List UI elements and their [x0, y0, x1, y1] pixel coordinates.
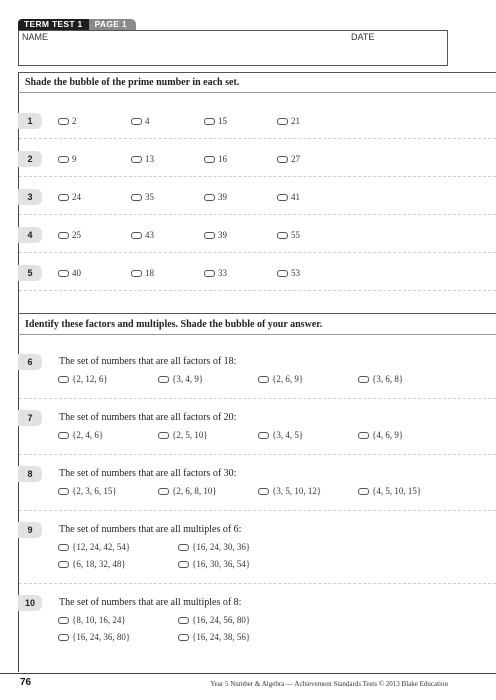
question-number-9: 9 — [18, 522, 42, 538]
answer-bubble[interactable] — [58, 488, 69, 495]
page-tab: PAGE 1 — [89, 19, 136, 30]
answer-option-q5-1[interactable] — [58, 267, 81, 279]
answer-bubble[interactable] — [178, 544, 189, 551]
answer-option-label: {4, 6, 9} — [372, 430, 404, 440]
answer-bubble[interactable] — [178, 634, 189, 641]
answer-option-q5-4[interactable] — [277, 267, 300, 279]
answer-bubble[interactable] — [58, 232, 69, 239]
answer-option-label: {3, 5, 10, 12} — [272, 486, 322, 496]
answer-option-label: {2, 3, 6, 15} — [72, 486, 117, 496]
question-number-2: 2 — [18, 151, 42, 167]
question-separator — [19, 176, 496, 177]
question-number-6: 6 — [18, 354, 42, 370]
answer-option-q3-4[interactable] — [277, 191, 300, 203]
answer-bubble[interactable] — [204, 194, 215, 201]
answer-option-label: {3, 6, 8} — [372, 374, 404, 384]
answer-option-q8-1[interactable] — [58, 485, 117, 497]
answer-option-q6-3[interactable] — [258, 373, 303, 385]
question-separator — [19, 252, 496, 253]
answer-bubble[interactable] — [277, 270, 288, 277]
answer-bubble[interactable] — [131, 118, 142, 125]
answer-option-label: {12, 24, 42, 54} — [72, 542, 131, 552]
header-tabs — [18, 19, 136, 30]
answer-option-q8-4[interactable] — [358, 485, 421, 497]
answer-option-label: {2, 5, 10} — [172, 430, 208, 440]
answer-option-label: 13 — [145, 154, 154, 164]
question-number-5: 5 — [18, 265, 42, 281]
answer-option-q2-2[interactable] — [131, 153, 154, 165]
answer-option-q6-1[interactable] — [58, 373, 108, 385]
answer-option-q10-1[interactable] — [58, 614, 126, 626]
answer-option-label: {8, 10, 16, 24} — [72, 615, 126, 625]
question-text-6: The set of numbers that are all factors of 18: — [59, 356, 237, 367]
answer-option-label: 25 — [72, 230, 81, 240]
answer-option-q4-1[interactable] — [58, 229, 81, 241]
page-number: 76 — [20, 677, 32, 688]
answer-option-label: {2, 12, 6} — [72, 374, 108, 384]
answer-option-label: {16, 24, 56, 80} — [192, 615, 251, 625]
answer-option-q3-1[interactable] — [58, 191, 81, 203]
answer-bubble[interactable] — [178, 617, 189, 624]
answer-option-q10-3[interactable] — [58, 631, 130, 643]
name-date-box — [18, 30, 448, 66]
footer-credit: Year 5 Number & Algebra — Achievement Standards Tests © 2013 Blake Education — [210, 680, 448, 688]
answer-option-q7-3[interactable] — [258, 429, 303, 441]
answer-option-q4-2[interactable] — [131, 229, 154, 241]
answer-bubble[interactable] — [58, 194, 69, 201]
answer-option-label: 53 — [291, 268, 300, 278]
answer-option-label: 55 — [291, 230, 300, 240]
answer-option-q3-2[interactable] — [131, 191, 154, 203]
question-number-1: 1 — [18, 113, 42, 129]
date-label: DATE — [351, 32, 375, 42]
answer-bubble[interactable] — [58, 376, 69, 383]
answer-bubble[interactable] — [204, 156, 215, 163]
answer-option-label: {4, 5, 10, 15} — [372, 486, 422, 496]
answer-option-label: 27 — [291, 154, 300, 164]
answer-bubble[interactable] — [58, 118, 69, 125]
answer-bubble[interactable] — [158, 432, 169, 439]
answer-option-label: 41 — [291, 192, 300, 202]
answer-bubble[interactable] — [58, 544, 69, 551]
footer-rule — [0, 673, 496, 674]
answer-bubble[interactable] — [277, 118, 288, 125]
answer-option-label: 33 — [218, 268, 227, 278]
question-separator — [19, 138, 496, 139]
answer-bubble[interactable] — [258, 376, 269, 383]
question-number-3: 3 — [18, 189, 42, 205]
answer-option-label: {16, 24, 30, 36} — [192, 542, 251, 552]
question-text-10: The set of numbers that are all multiples of 8: — [59, 597, 242, 608]
answer-bubble[interactable] — [58, 561, 69, 568]
answer-option-q7-2[interactable] — [158, 429, 208, 441]
answer-bubble[interactable] — [58, 634, 69, 641]
section2-top-rule — [18, 313, 496, 314]
answer-option-label: {2, 6, 9} — [272, 374, 304, 384]
answer-option-q7-4[interactable] — [358, 429, 403, 441]
answer-bubble[interactable] — [158, 488, 169, 495]
section1-instruction-rule — [18, 92, 496, 93]
answer-option-q1-4[interactable] — [277, 115, 300, 127]
section2-instruction-rule — [18, 334, 496, 335]
answer-option-q2-1[interactable] — [58, 153, 77, 165]
question-text-8: The set of numbers that are all factors of 30: — [59, 468, 237, 479]
answer-option-q10-4[interactable] — [178, 631, 250, 643]
question-text-9: The set of numbers that are all multiples of 6: — [59, 524, 242, 535]
question-separator — [19, 583, 496, 584]
answer-bubble[interactable] — [204, 232, 215, 239]
answer-option-q2-3[interactable] — [204, 153, 227, 165]
answer-bubble[interactable] — [277, 194, 288, 201]
answer-bubble[interactable] — [131, 270, 142, 277]
answer-option-q8-2[interactable] — [158, 485, 217, 497]
answer-bubble[interactable] — [131, 156, 142, 163]
answer-bubble[interactable] — [131, 232, 142, 239]
name-label: NAME — [22, 32, 49, 42]
answer-option-label: 15 — [218, 116, 227, 126]
answer-bubble[interactable] — [277, 232, 288, 239]
answer-bubble[interactable] — [58, 156, 69, 163]
answer-option-q1-3[interactable] — [204, 115, 227, 127]
answer-option-q9-1[interactable] — [58, 541, 130, 553]
answer-option-label: {2, 6, 8, 10} — [172, 486, 217, 496]
question-separator — [19, 290, 496, 291]
answer-option-label: 9 — [72, 154, 77, 164]
answer-option-label: {6, 18, 32, 48} — [72, 559, 126, 569]
answer-bubble[interactable] — [358, 488, 369, 495]
answer-bubble[interactable] — [58, 270, 69, 277]
answer-option-q9-3[interactable] — [58, 558, 126, 570]
question-number-4: 4 — [18, 227, 42, 243]
section1-top-rule — [18, 72, 496, 73]
answer-bubble[interactable] — [178, 561, 189, 568]
answer-bubble[interactable] — [204, 270, 215, 277]
answer-bubble[interactable] — [258, 432, 269, 439]
answer-option-q9-4[interactable] — [178, 558, 250, 570]
answer-option-label: 4 — [145, 116, 150, 126]
answer-option-q5-2[interactable] — [131, 267, 154, 279]
answer-option-label: {16, 24, 38, 56} — [192, 632, 251, 642]
answer-bubble[interactable] — [258, 488, 269, 495]
answer-bubble[interactable] — [58, 432, 69, 439]
question-separator — [19, 398, 496, 399]
answer-option-q6-2[interactable] — [158, 373, 203, 385]
answer-option-label: {3, 4, 9} — [172, 374, 204, 384]
answer-option-q6-4[interactable] — [358, 373, 403, 385]
answer-bubble[interactable] — [158, 376, 169, 383]
answer-option-q10-2[interactable] — [178, 614, 250, 626]
answer-option-label: {16, 24, 36, 80} — [72, 632, 131, 642]
answer-option-label: {3, 4, 5} — [272, 430, 304, 440]
answer-option-q2-4[interactable] — [277, 153, 300, 165]
question-number-7: 7 — [18, 410, 42, 426]
question-separator — [19, 510, 496, 511]
question-separator — [19, 214, 496, 215]
answer-option-q5-3[interactable] — [204, 267, 227, 279]
section1-instruction: Shade the bubble of the prime number in each set. — [25, 77, 240, 88]
answer-option-q3-3[interactable] — [204, 191, 227, 203]
answer-bubble[interactable] — [58, 617, 69, 624]
answer-option-q7-1[interactable] — [58, 429, 103, 441]
answer-option-label: 24 — [72, 192, 81, 202]
question-number-10: 10 — [18, 595, 42, 611]
answer-option-q4-3[interactable] — [204, 229, 227, 241]
answer-option-label: {2, 4, 6} — [72, 430, 104, 440]
answer-option-label: 2 — [72, 116, 77, 126]
answer-option-label: 39 — [218, 230, 227, 240]
answer-option-label: {16, 30, 36, 54} — [192, 559, 251, 569]
answer-option-label: 40 — [72, 268, 81, 278]
answer-option-label: 39 — [218, 192, 227, 202]
answer-option-q4-4[interactable] — [277, 229, 300, 241]
answer-option-q1-2[interactable] — [131, 115, 150, 127]
answer-bubble[interactable] — [131, 194, 142, 201]
test-title-tab: TERM TEST 1 — [18, 19, 89, 30]
answer-bubble[interactable] — [358, 376, 369, 383]
answer-option-label: 16 — [218, 154, 227, 164]
question-text-7: The set of numbers that are all factors of 20: — [59, 412, 237, 423]
answer-option-q9-2[interactable] — [178, 541, 250, 553]
question-separator — [19, 454, 496, 455]
answer-option-q8-3[interactable] — [258, 485, 321, 497]
answer-option-label: 43 — [145, 230, 154, 240]
answer-bubble[interactable] — [277, 156, 288, 163]
answer-option-label: 35 — [145, 192, 154, 202]
answer-option-label: 21 — [291, 116, 300, 126]
answer-option-q1-1[interactable] — [58, 115, 77, 127]
section2-instruction: Identify these factors and multiples. Shade the bubble of your answer. — [25, 319, 323, 330]
answer-bubble[interactable] — [358, 432, 369, 439]
answer-option-label: 18 — [145, 268, 154, 278]
question-number-8: 8 — [18, 466, 42, 482]
answer-bubble[interactable] — [204, 118, 215, 125]
